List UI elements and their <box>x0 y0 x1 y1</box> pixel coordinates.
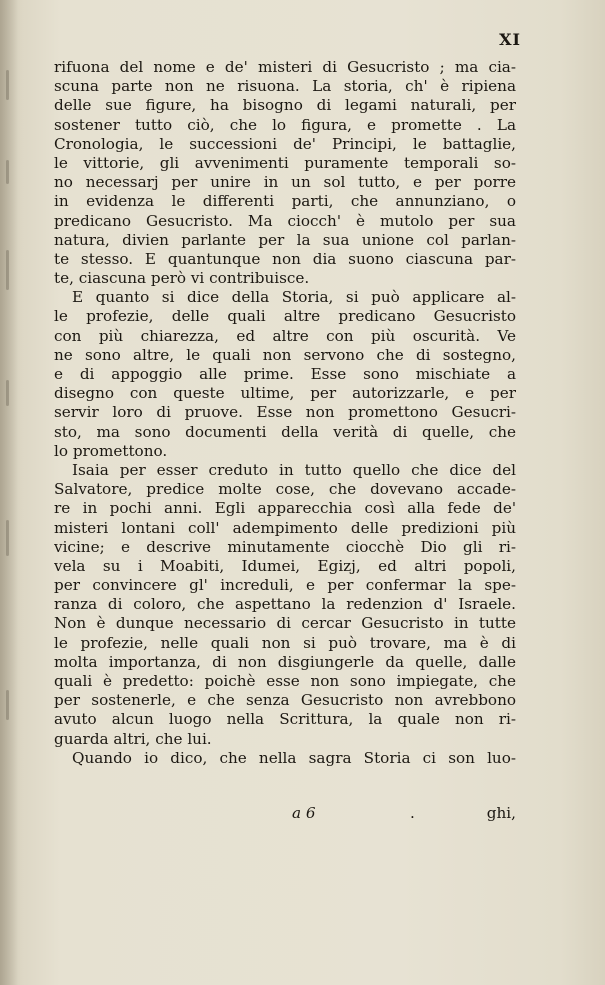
signature-mark: a 6 <box>292 804 316 822</box>
text-line: guarda altri, che lui. <box>54 729 212 748</box>
text-line: no necessarj per unire in un sol tutto, e per porre <box>54 173 516 192</box>
footer-dot: . <box>410 804 415 822</box>
text-line: re in pochi anni. Egli apparecchia così alla fede de' <box>54 499 516 518</box>
paragraph-start-line: Isaia per esser creduto in tutto quello che dice del <box>72 460 516 479</box>
text-line: natura, divien parlante per la sua unione col parlan- <box>54 230 516 249</box>
text-line: te stesso. E quantunque non dia suono ciascuna par- <box>54 249 516 268</box>
text-line: vela su i Moabiti, Idumei, Egizj, ed altri popoli, <box>54 556 516 575</box>
page-footer <box>54 804 516 826</box>
text-line: sostener tutto ciò, che lo figura, e promette . La <box>54 115 516 134</box>
text-line: predicano Gesucristo. Ma ciocch' è mutolo per sua <box>54 211 516 230</box>
paragraph-start-line: E quanto si dice della Storia, si può applicare al- <box>72 288 516 307</box>
text-line: le vittorie, gli avvenimenti puramente temporali so- <box>54 153 516 172</box>
text-line: ranza di coloro, che aspettano la redenzion d' Israele. <box>54 595 516 614</box>
bleed-through-mark <box>6 160 9 184</box>
bleed-through-mark <box>6 380 9 406</box>
text-line: Salvatore, predice molte cose, che dovevano accade- <box>54 480 516 499</box>
text-line: avuto alcun luogo nella Scrittura, la quale non ri- <box>54 710 516 729</box>
bleed-through-mark <box>6 70 9 100</box>
text-line: servir loro di pruove. Esse non promettono Gesucri- <box>54 403 516 422</box>
gutter-shadow <box>0 0 18 985</box>
bleed-through-mark <box>6 690 9 720</box>
text-line: le profezie, nelle quali non si può trovare, ma è di <box>54 633 516 652</box>
paragraph-start-line: Quando io dico, che nella sagra Storia ci son luo- <box>72 748 516 767</box>
text-line: per sostenerle, e che senza Gesucristo non avrebbono <box>54 691 516 710</box>
bleed-through-mark <box>6 520 9 556</box>
text-line: e di appoggio alle prime. Esse sono mischiate a <box>54 365 516 383</box>
text-line: Cronologia, le successioni de' Principi, le battaglie, <box>54 134 516 153</box>
text-line: scuna parte non ne risuona. La storia, ch' è ripiena <box>54 77 516 96</box>
text-line: lo promettono. <box>54 441 168 460</box>
text-line: molta importanza, di non disgiungerle da quelle, dalle <box>54 652 516 671</box>
text-line: Non è dunque necessario di cercar Gesucristo in tutte <box>54 614 516 633</box>
text-line: le profezie, delle quali altre predicano Gesucristo <box>54 307 516 326</box>
text-line: delle sue figure, ha bisogno di legami naturali, per <box>54 96 516 115</box>
text-line: quali è predetto: poichè esse non sono impiegate, che <box>54 672 516 690</box>
body-text <box>54 58 516 768</box>
text-line: ne sono altre, le quali non servono che di sostegno, <box>54 345 516 364</box>
text-line: sto, ma sono documenti della verità di quelle, che <box>54 422 516 441</box>
text-line: in evidenza le differenti parti, che annunziano, o <box>54 192 516 211</box>
catchword: ghi, <box>486 804 516 822</box>
text-line: te, ciascuna però vi contribuisce. <box>54 269 310 288</box>
page-number: XI <box>499 30 521 49</box>
text-line: per convincere gl' increduli, e per confermar la spe- <box>54 576 516 595</box>
text-line: misteri lontani coll' adempimento delle predizioni più <box>54 518 516 537</box>
bleed-through-mark <box>6 250 9 290</box>
text-line: rifuona del nome e de' misteri di Gesucristo ; ma cia- <box>54 58 516 76</box>
text-line: disegno con queste ultime, per autorizzarle, e per <box>54 384 516 403</box>
text-line: vicine; e descrive minutamente ciocchè Dio gli ri- <box>54 537 516 556</box>
text-line: con più chiarezza, ed altre con più oscurità. Ve <box>54 326 516 345</box>
